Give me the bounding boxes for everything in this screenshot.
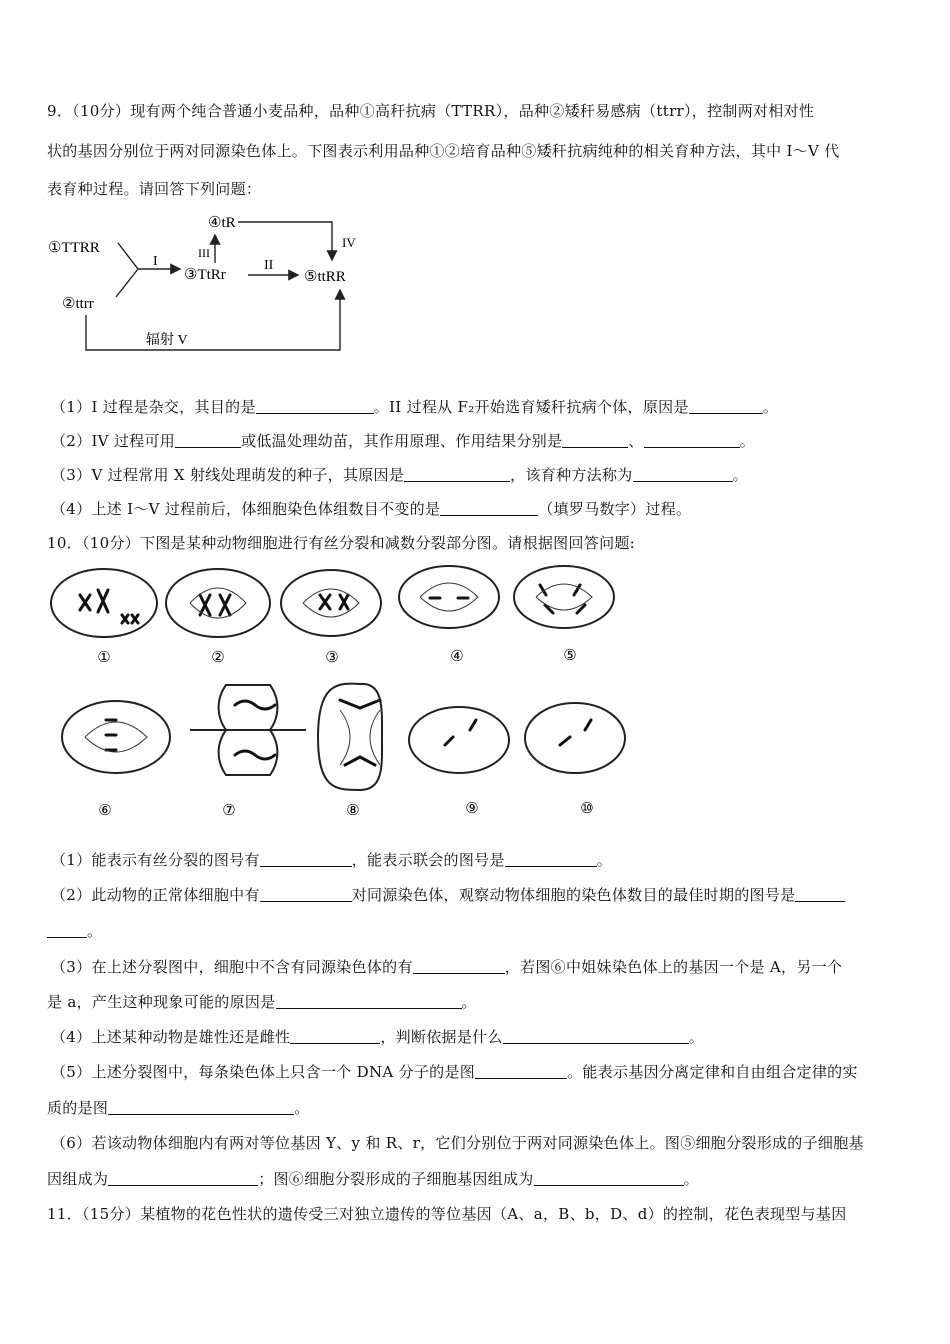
cell-6	[62, 701, 170, 773]
q9-sub1: （1）I 过程是杂交，其目的是 。II 过程从 F₂开始选育矮秆抗病个体，原因是 。	[51, 398, 779, 416]
cell-label-1: ①	[97, 650, 111, 666]
q10-sub3-cont: 是 a，产生这种现象可能的原因是 。	[47, 993, 477, 1011]
answer-blank[interactable]	[413, 959, 505, 974]
answer-blank[interactable]	[505, 852, 597, 867]
node-ttrr: ①TTRR	[48, 240, 100, 256]
answer-blank[interactable]	[290, 1029, 380, 1044]
node-ttrr-3: ③TtRr	[184, 267, 226, 283]
q10-sub3: （3）在上述分裂图中，细胞中不含有同源染色体的有 ，若图⑥中姐妹染色体上的基因一个是 A，另一个	[51, 958, 843, 976]
process-5-label: 辐射 V	[146, 333, 188, 348]
cell-label-6: ⑥	[98, 803, 112, 819]
cell-4	[399, 566, 499, 628]
answer-blank[interactable]	[108, 1171, 258, 1186]
cell-label-3: ③	[325, 650, 339, 666]
process-2-label: II	[264, 258, 274, 273]
q10-sub2: （2）此动物的正常体细胞中有 对同源染色体，观察动物体细胞的染色体数目的最佳时期的图号是	[47, 884, 845, 905]
breeding-diagram	[40, 205, 380, 365]
cell-label-7: ⑦	[222, 803, 236, 819]
answer-blank[interactable]	[108, 1100, 294, 1115]
answer-blank[interactable]	[256, 399, 374, 414]
process-3-label: III	[198, 246, 210, 260]
answer-blank[interactable]	[534, 1171, 684, 1186]
answer-blank[interactable]	[260, 887, 352, 902]
cell-2	[166, 569, 270, 637]
q9-line2: 状的基因分别位于两对同源染色体上。下图表示利用品种①②培育品种⑤矮秆抗病纯种的相关育种方法，其中 I～V 代	[47, 142, 840, 160]
cell-5	[514, 566, 614, 628]
cell-label-9: ⑨	[465, 801, 479, 817]
cross-line-2	[116, 269, 138, 297]
q9-sub2: （2）IV 过程可用 或低温处理幼苗，其作用原理、作用结果分别是 、 。	[51, 432, 756, 450]
cell-10	[525, 703, 625, 773]
cell-label-8: ⑧	[346, 803, 360, 819]
process-4-label: IV	[342, 235, 356, 250]
q10-sub6: （6）若该动物体细胞内有两对等位基因 Y、y 和 R、r，它们分别位于两对同源染色体上。图⑤细胞分裂形成的子细胞基	[51, 1134, 864, 1152]
q9-line3: 表育种过程。请回答下列问题：	[47, 180, 262, 198]
cell-3	[281, 570, 381, 636]
node-ttrr-2: ②ttrr	[62, 296, 94, 312]
q9-line1: 9．（10分）现有两个纯合普通小麦品种，品种①高秆抗病（TTRR），品种②矮秆易感病（ttrr），控制两对相对性	[47, 102, 815, 120]
answer-blank[interactable]	[475, 1064, 567, 1079]
q9-sub3: （3）V 过程常用 X 射线处理萌发的种子，其原因是 ，该育种方法称为 。	[51, 466, 748, 484]
answer-blank[interactable]	[404, 467, 510, 482]
answer-blank[interactable]	[689, 399, 763, 414]
answer-blank[interactable]	[440, 501, 538, 516]
answer-blank[interactable]	[562, 433, 628, 448]
answer-blank[interactable]	[175, 433, 241, 448]
q10-sub6-cont: 因组成为 ；图⑥细胞分裂形成的子细胞基因组成为 。	[47, 1170, 699, 1188]
cell-9	[409, 707, 509, 773]
answer-blank[interactable]	[633, 467, 733, 482]
cell-label-2: ②	[211, 650, 225, 666]
q11-line1: 11．（15分）某植物的花色性状的遗传受三对独立遗传的等位基因（A、a，B、b，D、d）的控制，花色表现型与基因	[47, 1205, 847, 1223]
q10-sub1: （1）能表示有丝分裂的图号有 ，能表示联会的图号是 。	[51, 851, 613, 869]
node-ttrr-5: ⑤ttRR	[304, 269, 346, 285]
q10-title: 10．（10分）下图是某种动物细胞进行有丝分裂和减数分裂部分图。请根据图回答问题:	[47, 534, 636, 552]
answer-blank[interactable]	[260, 852, 352, 867]
cell-label-10: ⑩	[580, 801, 594, 817]
process-1-label: I	[153, 254, 158, 269]
answer-blank[interactable]	[276, 994, 462, 1009]
answer-blank[interactable]	[503, 1029, 689, 1044]
q10-sub5-cont: 质的是图 。	[47, 1099, 310, 1117]
q10-sub2-cont: 。	[47, 920, 102, 941]
q9-sub4: （4）上述 I～V 过程前后，体细胞染色体组数目不变的是 （填罗马数字）过程。	[51, 500, 692, 518]
answer-blank[interactable]	[795, 887, 845, 902]
cell-label-5: ⑤	[563, 648, 577, 664]
arrow-process-5	[86, 290, 340, 350]
arrow-process-4	[238, 222, 332, 260]
cell-label-4: ④	[450, 649, 464, 665]
cell-division-figures	[40, 560, 640, 825]
answer-blank[interactable]	[644, 433, 740, 448]
q10-sub5: （5）上述分裂图中，每条染色体上只含一个 DNA 分子的是图 。能表示基因分离定律和自由组合定律的实	[51, 1063, 858, 1081]
cross-line-1	[118, 243, 138, 269]
q10-sub4: （4）上述某种动物是雄性还是雌性 ，判断依据是什么 。	[51, 1028, 705, 1046]
node-tr: ④tR	[208, 215, 236, 231]
answer-blank[interactable]	[47, 923, 87, 938]
